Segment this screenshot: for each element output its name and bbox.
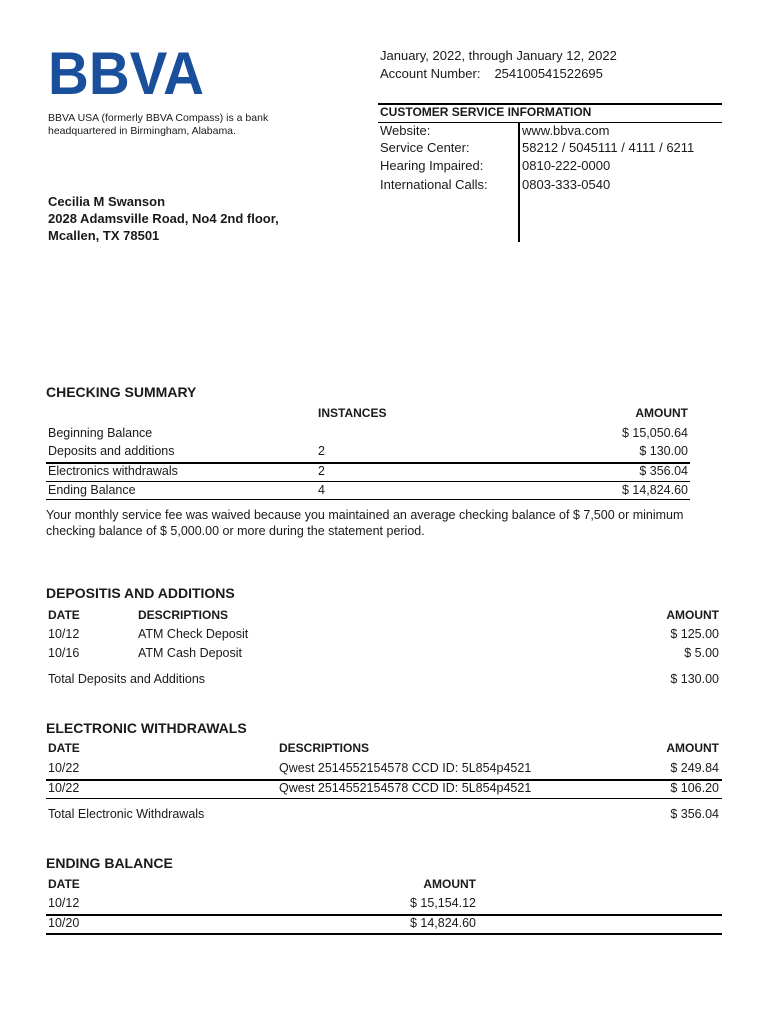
withdrawals-title: ELECTRONIC WITHDRAWALS — [46, 720, 247, 736]
deposits-title: DEPOSITIS AND ADDITIONS — [46, 585, 235, 601]
cs-label-website: Website: — [380, 123, 431, 138]
summary-label-deposits: Deposits and additions — [48, 444, 175, 458]
summary-amount-beginning: $ 15,050.64 — [621, 426, 688, 440]
logo-text: BBVA — [48, 44, 204, 98]
deposits-header-amount: AMOUNT — [666, 608, 719, 622]
ending-header-date: DATE — [48, 877, 80, 891]
cs-label-service-center: Service Center: — [380, 140, 470, 155]
cs-value-international: 0803-333-0540 — [522, 177, 611, 192]
summary-instances-ending: 4 — [318, 483, 325, 497]
account-number-line — [380, 65, 617, 83]
statement-header — [380, 47, 617, 83]
withdrawal-row-1-amount: $ 249.84 — [670, 761, 719, 775]
fee-waiver-note: Your monthly service fee was waived because you maintained an average checking balance of $ 7,500 or minimum checking balance of $ 5,000.00 or more during the statement period. — [46, 508, 684, 538]
cs-label-hearing-impaired: Hearing Impaired: — [380, 158, 484, 173]
cs-column-rule — [518, 122, 520, 242]
summary-rule-3 — [46, 499, 690, 500]
ending-row-1-date: 10/12 — [48, 896, 80, 910]
deposits-total-label: Total Deposits and Additions — [48, 672, 206, 686]
withdrawals-header-date: DATE — [48, 741, 80, 755]
address-line-2: Mcallen, TX 78501 — [48, 228, 160, 243]
withdrawal-row-2-amount: $ 106.20 — [670, 781, 719, 795]
ending-header-amount: AMOUNT — [423, 877, 476, 891]
bank-tagline: BBVA USA (formerly BBVA Compass) is a bank headquartered in Birmingham, Alabama. — [48, 112, 269, 137]
header-instances: INSTANCES — [318, 406, 387, 420]
ending-balance-title: ENDING BALANCE — [46, 855, 173, 871]
deposit-row-2-amount: $ 5.00 — [684, 646, 719, 660]
summary-label-beginning: Beginning Balance — [48, 426, 153, 440]
withdrawal-row-1-desc: Qwest 2514552154578 CCD ID: 5L854p4521 — [279, 761, 532, 775]
cs-value-website[interactable]: www.bbva.com — [522, 123, 610, 138]
summary-label-withdrawals: Electronics withdrawals — [48, 464, 178, 478]
withdrawal-row-2-date: 10/22 — [48, 781, 80, 795]
checking-summary-title: CHECKING SUMMARY — [46, 384, 197, 400]
summary-instances-deposits: 2 — [318, 444, 325, 458]
withdrawal-row-1-date: 10/22 — [48, 761, 80, 775]
cs-value-hearing-impaired: 0810-222-0000 — [522, 158, 611, 173]
cs-value-service-center: 58212 / 5045111 / 4111 / 6211 — [522, 140, 695, 155]
address-line-1: 2028 Adamsville Road, No4 2nd floor, — [48, 211, 279, 226]
withdrawals-total-amount: $ 356.04 — [670, 807, 719, 821]
cs-title: CUSTOMER SERVICE INFORMATION — [380, 105, 592, 119]
deposits-total-amount: $ 130.00 — [670, 672, 719, 686]
customer-address — [48, 193, 279, 244]
summary-amount-withdrawals: $ 356.04 — [639, 464, 688, 478]
customer-service-box — [378, 103, 722, 243]
summary-amount-deposits: $ 130.00 — [639, 444, 688, 458]
deposit-row-2-desc: ATM Cash Deposit — [138, 646, 242, 660]
deposit-row-1-amount: $ 125.00 — [670, 627, 719, 641]
bbva-logo — [48, 44, 208, 98]
statement-period: January, 2022, through January 12, 2022 — [380, 48, 617, 63]
summary-instances-withdrawals: 2 — [318, 464, 325, 478]
deposit-row-2-date: 10/16 — [48, 646, 80, 660]
ending-row-2-date: 10/20 — [48, 916, 80, 930]
summary-amount-ending: $ 14,824.60 — [621, 483, 688, 497]
ending-row-2-amount: $ 14,824.60 — [409, 916, 476, 930]
customer-name: Cecilia M Swanson — [48, 194, 166, 209]
cs-label-international: International Calls: — [380, 177, 488, 192]
deposit-row-1-desc: ATM Check Deposit — [138, 627, 249, 641]
ending-rule-2 — [46, 933, 722, 935]
withdrawals-header-desc: DESCRIPTIONS — [279, 741, 370, 755]
account-number-label: Account Number: — [380, 66, 481, 81]
withdrawals-total-label: Total Electronic Withdrawals — [48, 807, 205, 821]
summary-label-ending: Ending Balance — [48, 483, 136, 497]
ending-row-1-amount: $ 15,154.12 — [409, 896, 476, 910]
withdrawals-header-amount: AMOUNT — [666, 741, 719, 755]
header-amount: AMOUNT — [635, 406, 688, 420]
deposits-header-date: DATE — [48, 608, 80, 622]
summary-rule-2 — [46, 481, 690, 482]
withdrawal-row-2-desc: Qwest 2514552154578 CCD ID: 5L854p4521 — [279, 781, 532, 795]
account-number: 254100541522695 — [494, 66, 603, 81]
deposit-row-1-date: 10/12 — [48, 627, 80, 641]
withdrawals-rule-2 — [46, 798, 722, 799]
deposits-header-desc: DESCRIPTIONS — [138, 608, 229, 622]
